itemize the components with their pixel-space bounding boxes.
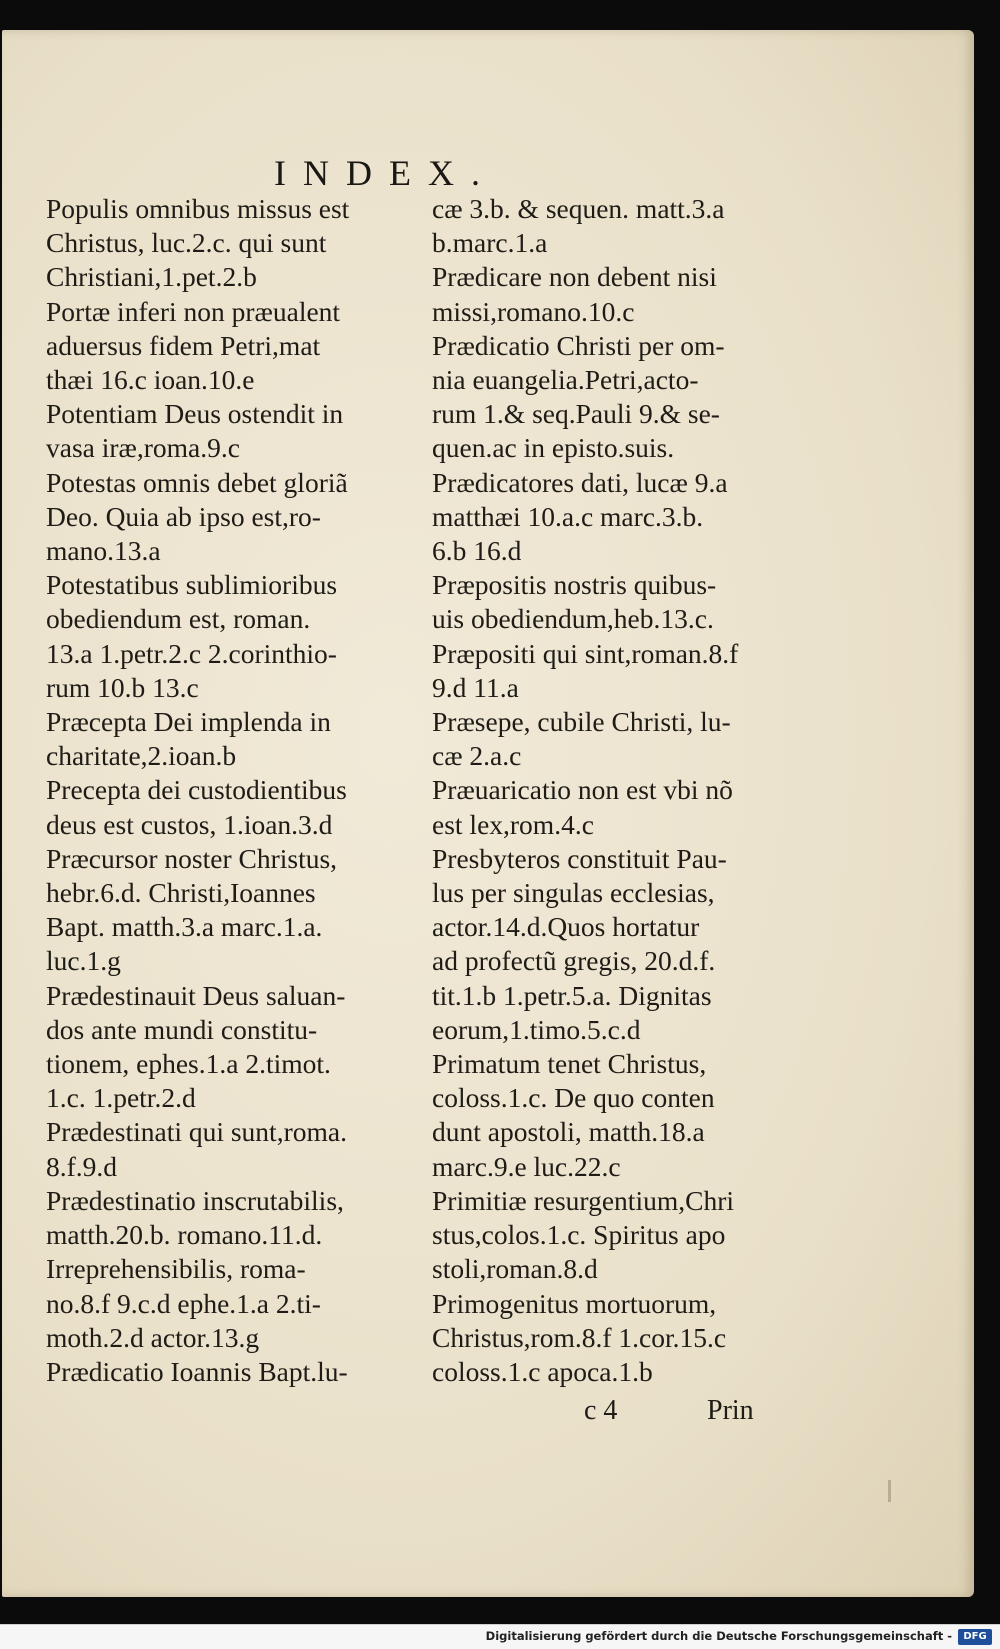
index-entry — [46, 842, 418, 979]
index-entry-line: matth.20.b. romano.11.d. — [46, 1219, 323, 1251]
index-entry-line: Prædicatio Ioannis Bapt.lu- — [46, 1355, 348, 1387]
index-entry-line: Christus,rom.8.f 1.cor.15.c — [432, 1321, 727, 1353]
index-entry-line: Prædicatio Christi per om- — [432, 329, 725, 361]
index-entry — [432, 192, 798, 260]
index-entry-line: est lex,rom.4.c — [432, 808, 594, 840]
index-entry-line: Irreprehensibilis, roma- — [46, 1253, 306, 1285]
left-index-column — [46, 192, 418, 1389]
index-entry — [432, 568, 798, 636]
index-entry-line: 1.c. 1.petr.2.d — [46, 1082, 196, 1114]
index-entry-line: no.8.f 9.c.d ephe.1.a 2.ti- — [46, 1287, 321, 1319]
index-entry-line: rum 1.& seq.Pauli 9.& se- — [432, 398, 720, 430]
funding-bar — [0, 1624, 1000, 1649]
index-entry — [46, 1184, 418, 1355]
index-entry — [432, 329, 798, 466]
index-entry-line: Præpositi qui sint,roman.8.f — [432, 637, 739, 669]
index-entry-line: Portæ inferi non præualent — [46, 295, 341, 327]
page-edge-mark — [888, 1480, 891, 1502]
index-entry-line: cæ 3.b. & sequen. matt.3.a — [432, 193, 725, 224]
index-entry — [46, 1355, 418, 1389]
index-entry-line: Bapt. matth.3.a marc.1.a. — [46, 911, 323, 943]
index-entry-line: 8.f.9.d — [46, 1150, 118, 1182]
index-entry-line: marc.9.e luc.22.c — [432, 1150, 621, 1182]
index-entry-line: dunt apostoli, matth.18.a — [432, 1116, 705, 1148]
index-entry-line: hebr.6.d. Christi,Ioannes — [46, 877, 316, 909]
index-entry-line: moth.2.d actor.13.g — [46, 1321, 260, 1353]
index-entry-line: 13.a 1.petr.2.c 2.corinthio- — [46, 637, 337, 669]
index-entry-line: tionem, ephes.1.a 2.timot. — [46, 1048, 331, 1080]
index-entry-line: Præcepta Dei implenda in — [46, 706, 331, 738]
index-entry — [46, 979, 418, 1116]
index-entry-line: Populis omnibus missus est — [46, 193, 350, 224]
index-entry-line: Præpositis nostris quibus- — [432, 569, 717, 601]
index-entry-line: quen.ac in episto.suis. — [432, 432, 675, 464]
index-entry — [46, 295, 418, 398]
funding-text: Digitalisierung gefördert durch die Deutsche Forschungsgemeinschaft - — [485, 1629, 952, 1643]
index-entry-line: 6.b 16.d — [432, 535, 522, 567]
index-entry — [432, 1184, 798, 1287]
index-entry-line: Precepta dei custodientibus — [46, 774, 347, 806]
index-entry-line: Primogenitus mortuorum, — [432, 1287, 717, 1319]
index-entry — [432, 466, 798, 569]
index-entry-line: vasa iræ,roma.9.c — [46, 432, 240, 464]
index-entry-line: stoli,roman.8.d — [432, 1253, 598, 1285]
index-entry — [46, 1115, 418, 1183]
signature-mark: c 4 — [584, 1395, 618, 1426]
index-entry — [46, 466, 418, 569]
index-entry — [432, 773, 798, 841]
index-entry — [432, 1287, 798, 1390]
index-entry — [46, 397, 418, 465]
index-entry-line: charitate,2.ioan.b — [46, 740, 237, 772]
index-entry — [432, 705, 798, 773]
index-entry-line: Prædicare non debent nisi — [432, 261, 717, 293]
index-entry-line: Christiani,1.pet.2.b — [46, 261, 257, 293]
index-entry-line: missi,romano.10.c — [432, 295, 635, 327]
index-entry-line: Potentiam Deus ostendit in — [46, 398, 344, 430]
index-entry-line: Prædestinauit Deus saluan- — [46, 979, 346, 1011]
index-entry-line: eorum,1.timo.5.c.d — [432, 1013, 641, 1045]
index-entry — [432, 842, 798, 1047]
dfg-logo-icon[interactable]: DFG — [958, 1629, 992, 1645]
index-entry-line: thæi 16.c ioan.10.e — [46, 364, 255, 396]
index-entry — [432, 637, 798, 705]
index-entry-line: Potestas omnis debet gloriã — [46, 466, 348, 498]
index-entry — [46, 192, 418, 295]
index-entry-line: Primatum tenet Christus, — [432, 1048, 707, 1080]
index-entry-line: deus est custos, 1.ioan.3.d — [46, 808, 333, 840]
index-entry-line: matthæi 10.a.c marc.3.b. — [432, 500, 704, 532]
catchword: Prin — [707, 1395, 754, 1426]
index-entry — [46, 705, 418, 773]
index-entry-line: Potestatibus sublimioribus — [46, 569, 338, 601]
index-entry-line: coloss.1.c apoca.1.b — [432, 1355, 653, 1387]
index-entry-line: Deo. Quia ab ipso est,ro- — [46, 500, 321, 532]
index-entry-line: actor.14.d.Quos hortatur — [432, 911, 700, 943]
index-entry-line: uis obediendum,heb.13.c. — [432, 603, 714, 635]
index-entry-line: Christus, luc.2.c. qui sunt — [46, 227, 327, 259]
index-entry-line: tit.1.b 1.petr.5.a. Dignitas — [432, 979, 712, 1011]
index-entry-line: lus per singulas ecclesias, — [432, 877, 715, 909]
right-index-column — [432, 192, 798, 1389]
index-entry-line: coloss.1.c. De quo conten — [432, 1082, 715, 1114]
index-entry-line: Prædicatores dati, lucæ 9.a — [432, 466, 728, 498]
index-entry-line: obediendum est, roman. — [46, 603, 311, 635]
index-entry-line: Prædestinatio inscrutabilis, — [46, 1184, 344, 1216]
index-entry-line: ad profectũ gregis, 20.d.f. — [432, 945, 716, 977]
index-entry-line: Præcursor noster Christus, — [46, 842, 338, 874]
index-entry-line: mano.13.a — [46, 535, 161, 567]
index-entry-line: cæ 2.a.c — [432, 740, 522, 772]
index-entry-line: luc.1.g — [46, 945, 121, 977]
index-entry-line: Primitiæ resurgentium,Chri — [432, 1184, 734, 1216]
index-entry-line: Presbyteros constituit Pau- — [432, 842, 727, 874]
index-entry — [46, 773, 418, 841]
index-entry-line: 9.d 11.a — [432, 671, 519, 703]
index-entry-line: b.marc.1.a — [432, 227, 548, 259]
index-entry — [432, 260, 798, 328]
index-entry-line: dos ante mundi constitu- — [46, 1013, 318, 1045]
index-entry-line: Prædestinati qui sunt,roma. — [46, 1116, 347, 1148]
index-entry — [432, 1047, 798, 1184]
index-entry-line: rum 10.b 13.c — [46, 671, 199, 703]
index-entry-line: stus,colos.1.c. Spiritus apo — [432, 1219, 726, 1251]
index-entry-line: nia euangelia.Petri,acto- — [432, 364, 699, 396]
index-entry — [46, 568, 418, 705]
index-entry-line: Præsepe, cubile Christi, lu- — [432, 706, 731, 738]
index-entry-line: Præuaricatio non est vbi nõ — [432, 774, 733, 806]
index-entry-line: aduersus fidem Petri,mat — [46, 329, 321, 361]
page-heading: INDEX. — [274, 153, 497, 193]
book-page — [2, 30, 974, 1597]
